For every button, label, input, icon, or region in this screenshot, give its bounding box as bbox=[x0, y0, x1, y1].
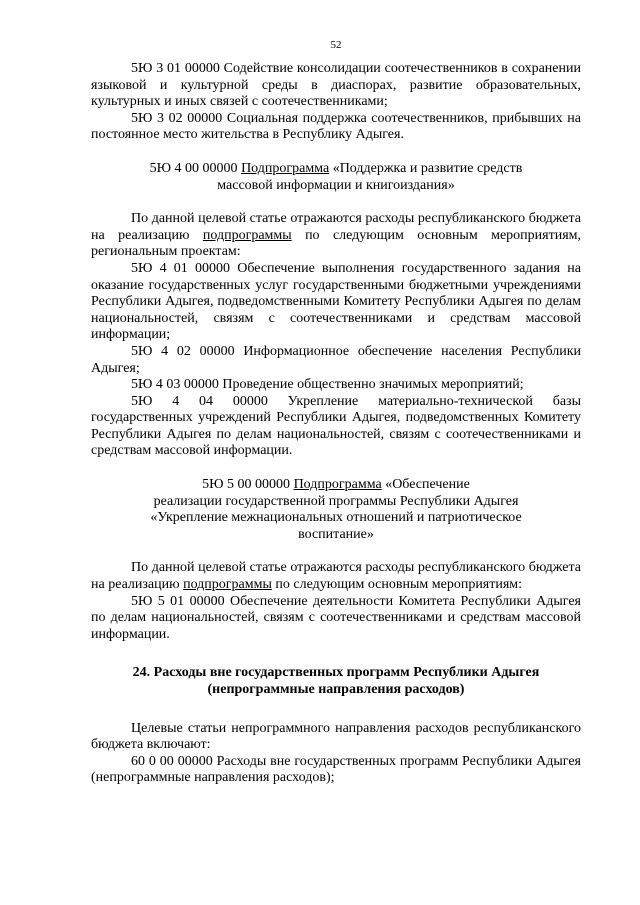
document-body bbox=[91, 61, 581, 787]
page-number: 52 bbox=[330, 39, 342, 51]
subprogram-code: 5Ю 5 00 00000 bbox=[202, 477, 291, 493]
subprogram-link[interactable]: Подпрограмма bbox=[241, 160, 330, 176]
paragraph-5u5-01: 5Ю 5 01 00000 Обеспечение деятельности Комитета Республики Адыгея по делам национальностей, связям с соотечественниками и средствам массовой информации. bbox=[91, 593, 581, 642]
paragraph-nonprogram-intro: Целевые статьи непрограммного направления расходов республиканского бюджета включают: bbox=[91, 720, 581, 753]
paragraph-5u4-02: 5Ю 4 02 00000 Информационное обеспечение населения Республики Адыгея; bbox=[91, 343, 581, 376]
paragraph-5u4-04: 5Ю 4 04 00000 Укрепление материально-технической базы государственных учреждений Республики Адыгея, подведомственных Комитету Республики Адыгея по делам национальностей, связям с соотечественниками и средствам массовой информации. bbox=[91, 393, 581, 459]
section-title: 24. Расходы вне государственных программ Республики Адыгея (непрограммные направления расходов) bbox=[132, 665, 540, 697]
subprogram-title: «Обеспечение bbox=[385, 477, 470, 493]
paragraph-intro-5u4: По данной целевой статье отражаются расходы республиканского бюджета на реализацию подпрограммы по следующим основным мероприятиям, региональным проектам: bbox=[91, 211, 581, 260]
subprogram-code: 5Ю 4 00 00000 bbox=[149, 160, 238, 176]
paragraph-intro-5u5: По данной целевой статье отражаются расходы республиканского бюджета на реализацию подпрограммы по следующим основным мероприятиям: bbox=[91, 560, 581, 593]
subprogram-heading-5u4 bbox=[91, 161, 581, 194]
subprogram-ref-link[interactable]: подпрограммы bbox=[183, 577, 272, 593]
subprogram-title-cont: массовой информации и книгоиздания» bbox=[217, 177, 455, 193]
subprogram-link[interactable]: Подпрограмма bbox=[293, 477, 382, 493]
paragraph-5u4-03: 5Ю 4 03 00000 Проведение общественно значимых мероприятий; bbox=[131, 377, 524, 393]
subprogram-ref-link[interactable]: подпрограммы bbox=[202, 227, 292, 243]
paragraph-5u3-02: 5Ю 3 02 00000 Социальная поддержка соотечественников, прибывших на постоянное место жительства в Республику Адыгея. bbox=[91, 110, 581, 143]
paragraph-5u3-01: 5Ю 3 01 00000 Содействие консолидации соотечественников в сохранении языковой и культурной среды в диаспорах, развитие образовательных, культурных и иных связей с соотечественниками; bbox=[91, 61, 581, 110]
subprogram-heading-5u5: 5Ю 5 00 00000 Подпрограмма «Обеспечение реализации государственной программы Республики Адыгея «Укрепление межнациональных отношений и патриотическое воспитание» bbox=[150, 477, 522, 542]
subprogram-title: «Поддержка и развитие средств bbox=[332, 160, 523, 176]
paragraph-60-0: 60 0 00 00000 Расходы вне государственных программ Республики Адыгея (непрограммные направления расходов); bbox=[91, 753, 581, 786]
paragraph-5u4-01: 5Ю 4 01 00000 Обеспечение выполнения государственного задания на оказание государственных услуг государственными бюджетными учреждениями Республики Адыгея, подведомственными Комитету Республики Адыгея по делам национальностей, связям с соотечественниками и средствам массовой информации; bbox=[91, 260, 581, 343]
